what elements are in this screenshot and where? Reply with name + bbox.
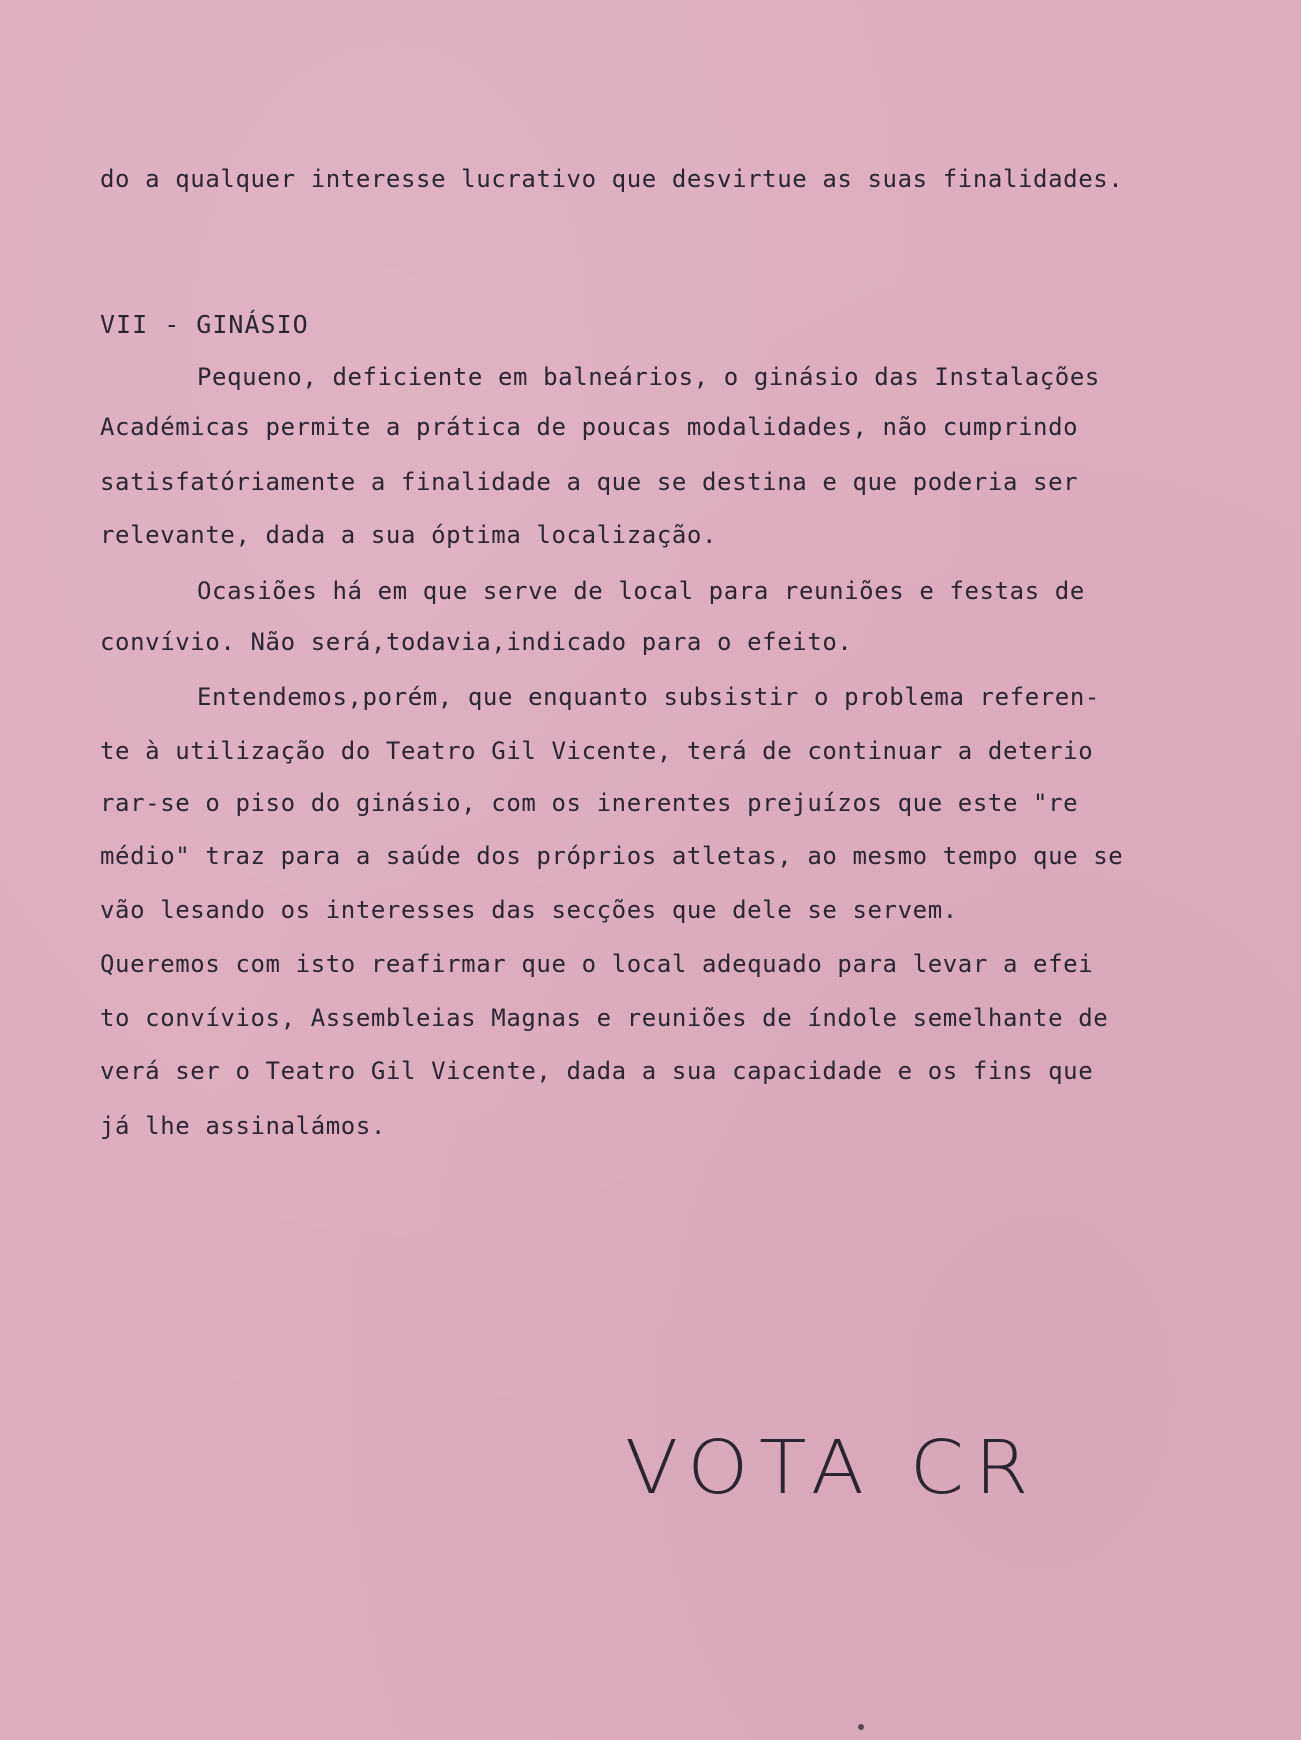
text-line-9: te à utilização do Teatro Gil Vicente, terá de continuar a deterio: [100, 737, 1094, 765]
text-line-4: satisfatóriamente a finalidade a que se destina e que poderia ser: [100, 468, 1079, 496]
text-line-14: to convívios, Assembleias Magnas e reuniões de índole semelhante de: [100, 1004, 1109, 1032]
text-line-11: médio" traz para a saúde dos próprios atletas, ao mesmo tempo que se: [100, 842, 1124, 870]
text-line-5: relevante, dada a sua óptima localização.: [100, 521, 718, 549]
text-line-13: Queremos com isto reafirmar que o local adequado para levar a efei: [100, 950, 1094, 978]
text-line-7: convívio. Não será,todavia,indicado para o efeito.: [100, 628, 853, 656]
section-heading: VII - GINÁSIO: [100, 310, 309, 339]
handwritten-signature: VOTA CR: [625, 1425, 1039, 1511]
text-line-6: Ocasiões há em que serve de local para reuniões e festas de: [197, 577, 1085, 605]
text-line-2: Pequeno, deficiente em balneários, o ginásio das Instalações: [197, 363, 1100, 391]
text-line-12: vão lesando os interesses das secções que dele se servem.: [100, 896, 958, 924]
text-line-15: verá ser o Teatro Gil Vicente, dada a sua capacidade e os fins que: [100, 1057, 1094, 1085]
text-line-3: Académicas permite a prática de poucas modalidades, não cumprindo: [100, 413, 1079, 441]
text-line-8: Entendemos,porém, que enquanto subsistir o problema referen-: [197, 683, 1100, 711]
text-line-10: rar-se o piso do ginásio, com os inerentes prejuízos que este "re: [100, 789, 1079, 817]
ink-dot: [858, 1724, 864, 1730]
text-line-16: já lhe assinalámos.: [100, 1112, 386, 1140]
text-line-1: do a qualquer interesse lucrativo que desvirtue as suas finalidades.: [100, 165, 1124, 193]
